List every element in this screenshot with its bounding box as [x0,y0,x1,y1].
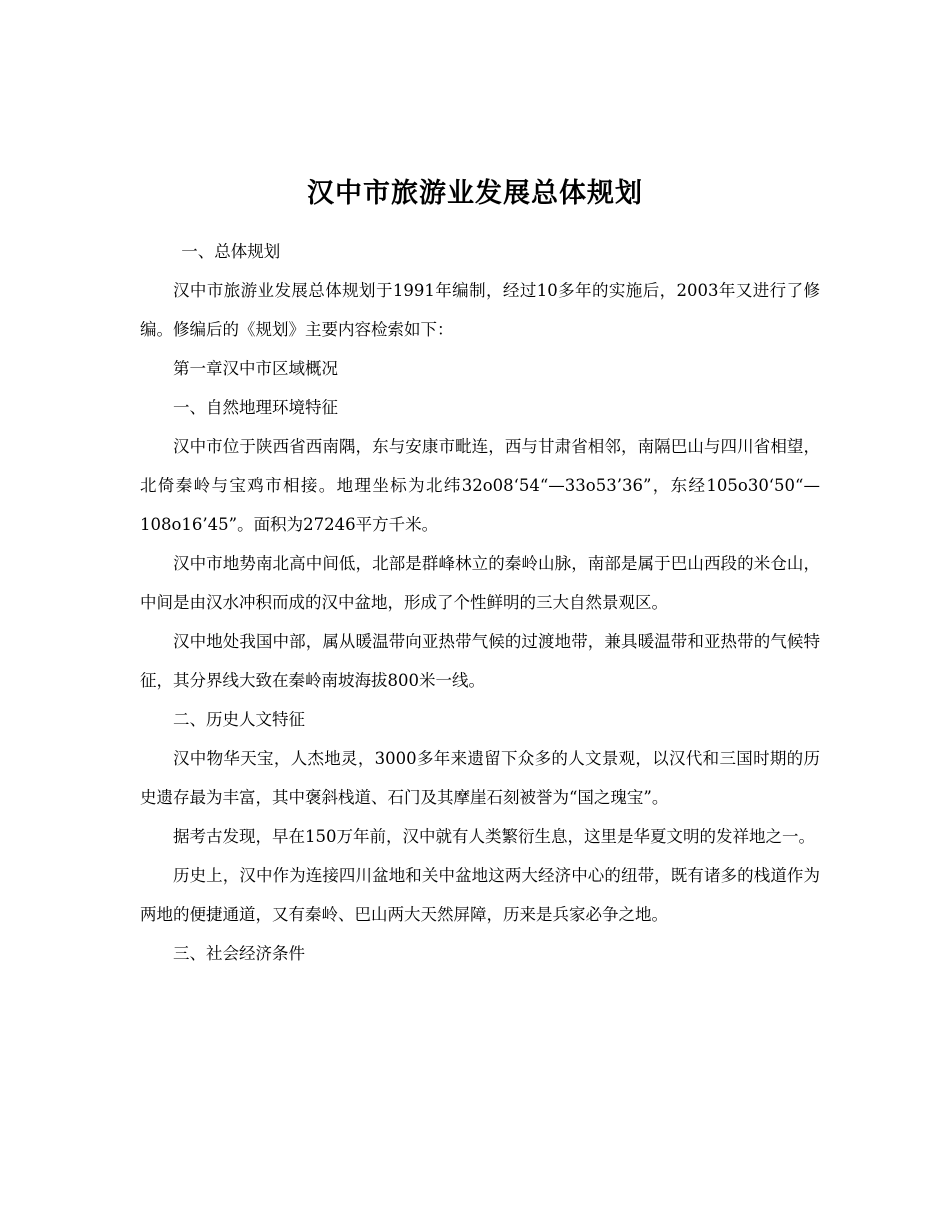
section-heading-history-culture: 二、历史人文特征 [173,710,305,729]
paragraph-climate: 汉中地处我国中部，属从暖温带向亚热带气候的过渡地带，兼具暖温带和亚热带的气候特征，其分界线大致在秦岭南坡海拔800米一线。 [140,632,820,690]
paragraph-strategic-history: 历史上，汉中作为连接四川盆地和关中盆地这两大经济中心的纽带，既有诸多的栈道作为两地的便捷通道，又有秦岭、巴山两大天然屏障，历来是兵家必争之地。 [140,866,820,924]
paragraph-location: 汉中市位于陕西省西南隅，东与安康市毗连，西与甘肃省相邻，南隔巴山与四川省相望，北倚秦岭与宝鸡市相接。地理坐标为北纬32o08‘54“—33o53’36”，东经105o30‘50“—108o16’45”。面积为27246平方千米。 [140,437,820,534]
paragraph-heritage: 汉中物华天宝，人杰地灵，3000多年来遗留下众多的人文景观，以汉代和三国时期的历史遗存最为丰富，其中褒斜栈道、石门及其摩崖石刻被誉为“国之瑰宝”。 [140,749,820,807]
paragraph-terrain: 汉中市地势南北高中间低，北部是群峰林立的秦岭山脉，南部是属于巴山西段的米仓山，中间是由汉水冲积而成的汉中盆地，形成了个性鲜明的三大自然景观区。 [140,554,820,612]
paragraph-archaeology: 据考古发现，早在150万年前，汉中就有人类繁衍生息，这里是华夏文明的发祥地之一。 [173,827,815,846]
section-heading-socioeconomic: 三、社会经济条件 [173,944,305,963]
paragraph-plan-intro: 汉中市旅游业发展总体规划于1991年编制，经过10多年的实施后，2003年又进行了修编。修编后的《规划》主要内容检索如下： [140,281,820,339]
document-body [140,232,820,973]
chapter-heading-regional-overview: 第一章汉中市区域概况 [173,359,338,378]
section-heading-natural-geography: 一、自然地理环境特征 [173,398,338,417]
document-title: 汉中市旅游业发展总体规划 [307,178,643,209]
section-heading-overall-plan: 一、总体规划 [181,242,281,261]
